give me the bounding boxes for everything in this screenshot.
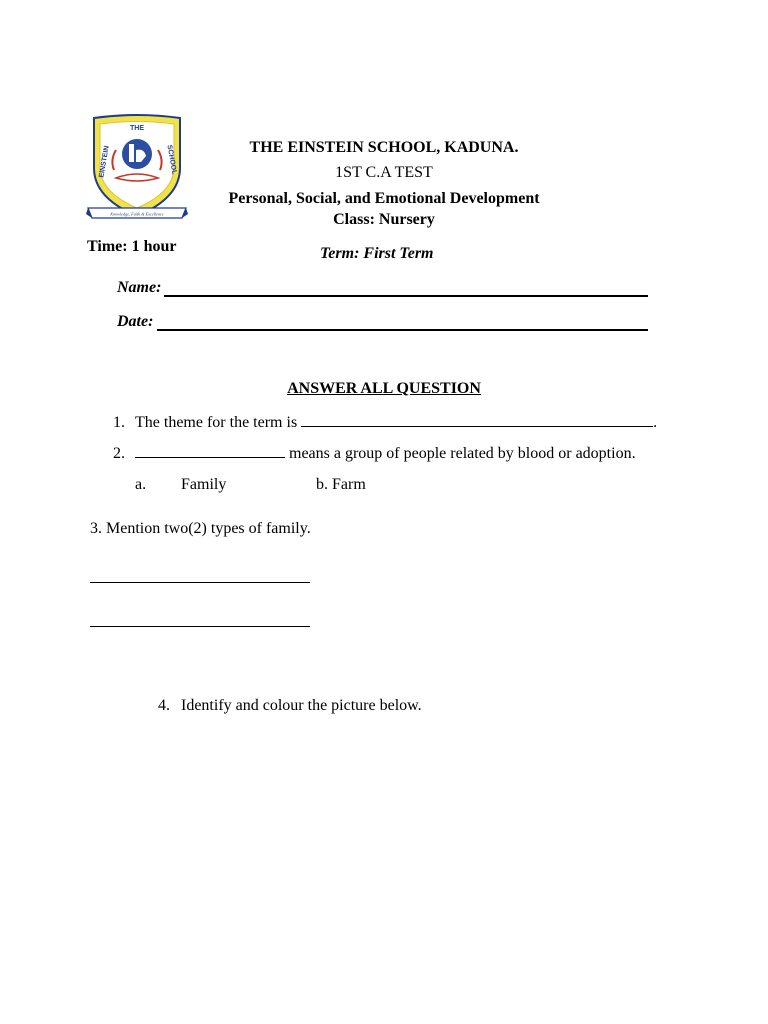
question-2-prompt: means a group of people related by blood or adoption. bbox=[285, 445, 636, 462]
school-logo bbox=[86, 112, 188, 224]
date-label: Date: bbox=[117, 313, 154, 330]
question-4-number: 4. bbox=[158, 697, 170, 714]
answer-line-1[interactable] bbox=[90, 582, 310, 583]
class-label: Class: Nursery bbox=[333, 211, 435, 228]
question-3-text: 3. Mention two(2) types of family. bbox=[90, 520, 311, 537]
question-2-blank[interactable] bbox=[135, 456, 285, 458]
question-1-prompt: The theme for the term is bbox=[135, 414, 302, 431]
logo-top-text: THE bbox=[130, 125, 144, 132]
question-4-text: Identify and colour the picture below. bbox=[181, 697, 422, 714]
question-1-number: 1. bbox=[113, 414, 125, 431]
name-field[interactable] bbox=[164, 295, 648, 297]
school-name: THE EINSTEIN SCHOOL, KADUNA. bbox=[249, 139, 519, 156]
name-label: Name: bbox=[117, 279, 162, 296]
term-label: Term: First Term bbox=[320, 245, 434, 262]
option-a-letter: a. bbox=[135, 476, 147, 493]
question-1-text bbox=[135, 414, 657, 432]
question-2-number: 2. bbox=[113, 445, 125, 462]
option-a: Family bbox=[181, 476, 227, 493]
date-field[interactable] bbox=[157, 329, 648, 331]
question-1-blank[interactable] bbox=[301, 425, 653, 427]
time-label: Time: 1 hour bbox=[87, 238, 177, 255]
option-b: b. Farm bbox=[316, 476, 366, 493]
subject-title: Personal, Social, and Emotional Development bbox=[228, 190, 540, 207]
question-2-text bbox=[135, 445, 636, 463]
answer-line-2[interactable] bbox=[90, 626, 310, 627]
logo-left-text: EINSTEIN bbox=[98, 145, 111, 179]
question-1-period: . bbox=[653, 414, 658, 431]
instructions-heading: ANSWER ALL QUESTION bbox=[287, 380, 481, 397]
logo-right-text: SCHOOL bbox=[165, 144, 178, 176]
test-title: 1ST C.A TEST bbox=[335, 164, 433, 181]
logo-motto: Knowledge, Faith & Excellence bbox=[110, 211, 164, 217]
